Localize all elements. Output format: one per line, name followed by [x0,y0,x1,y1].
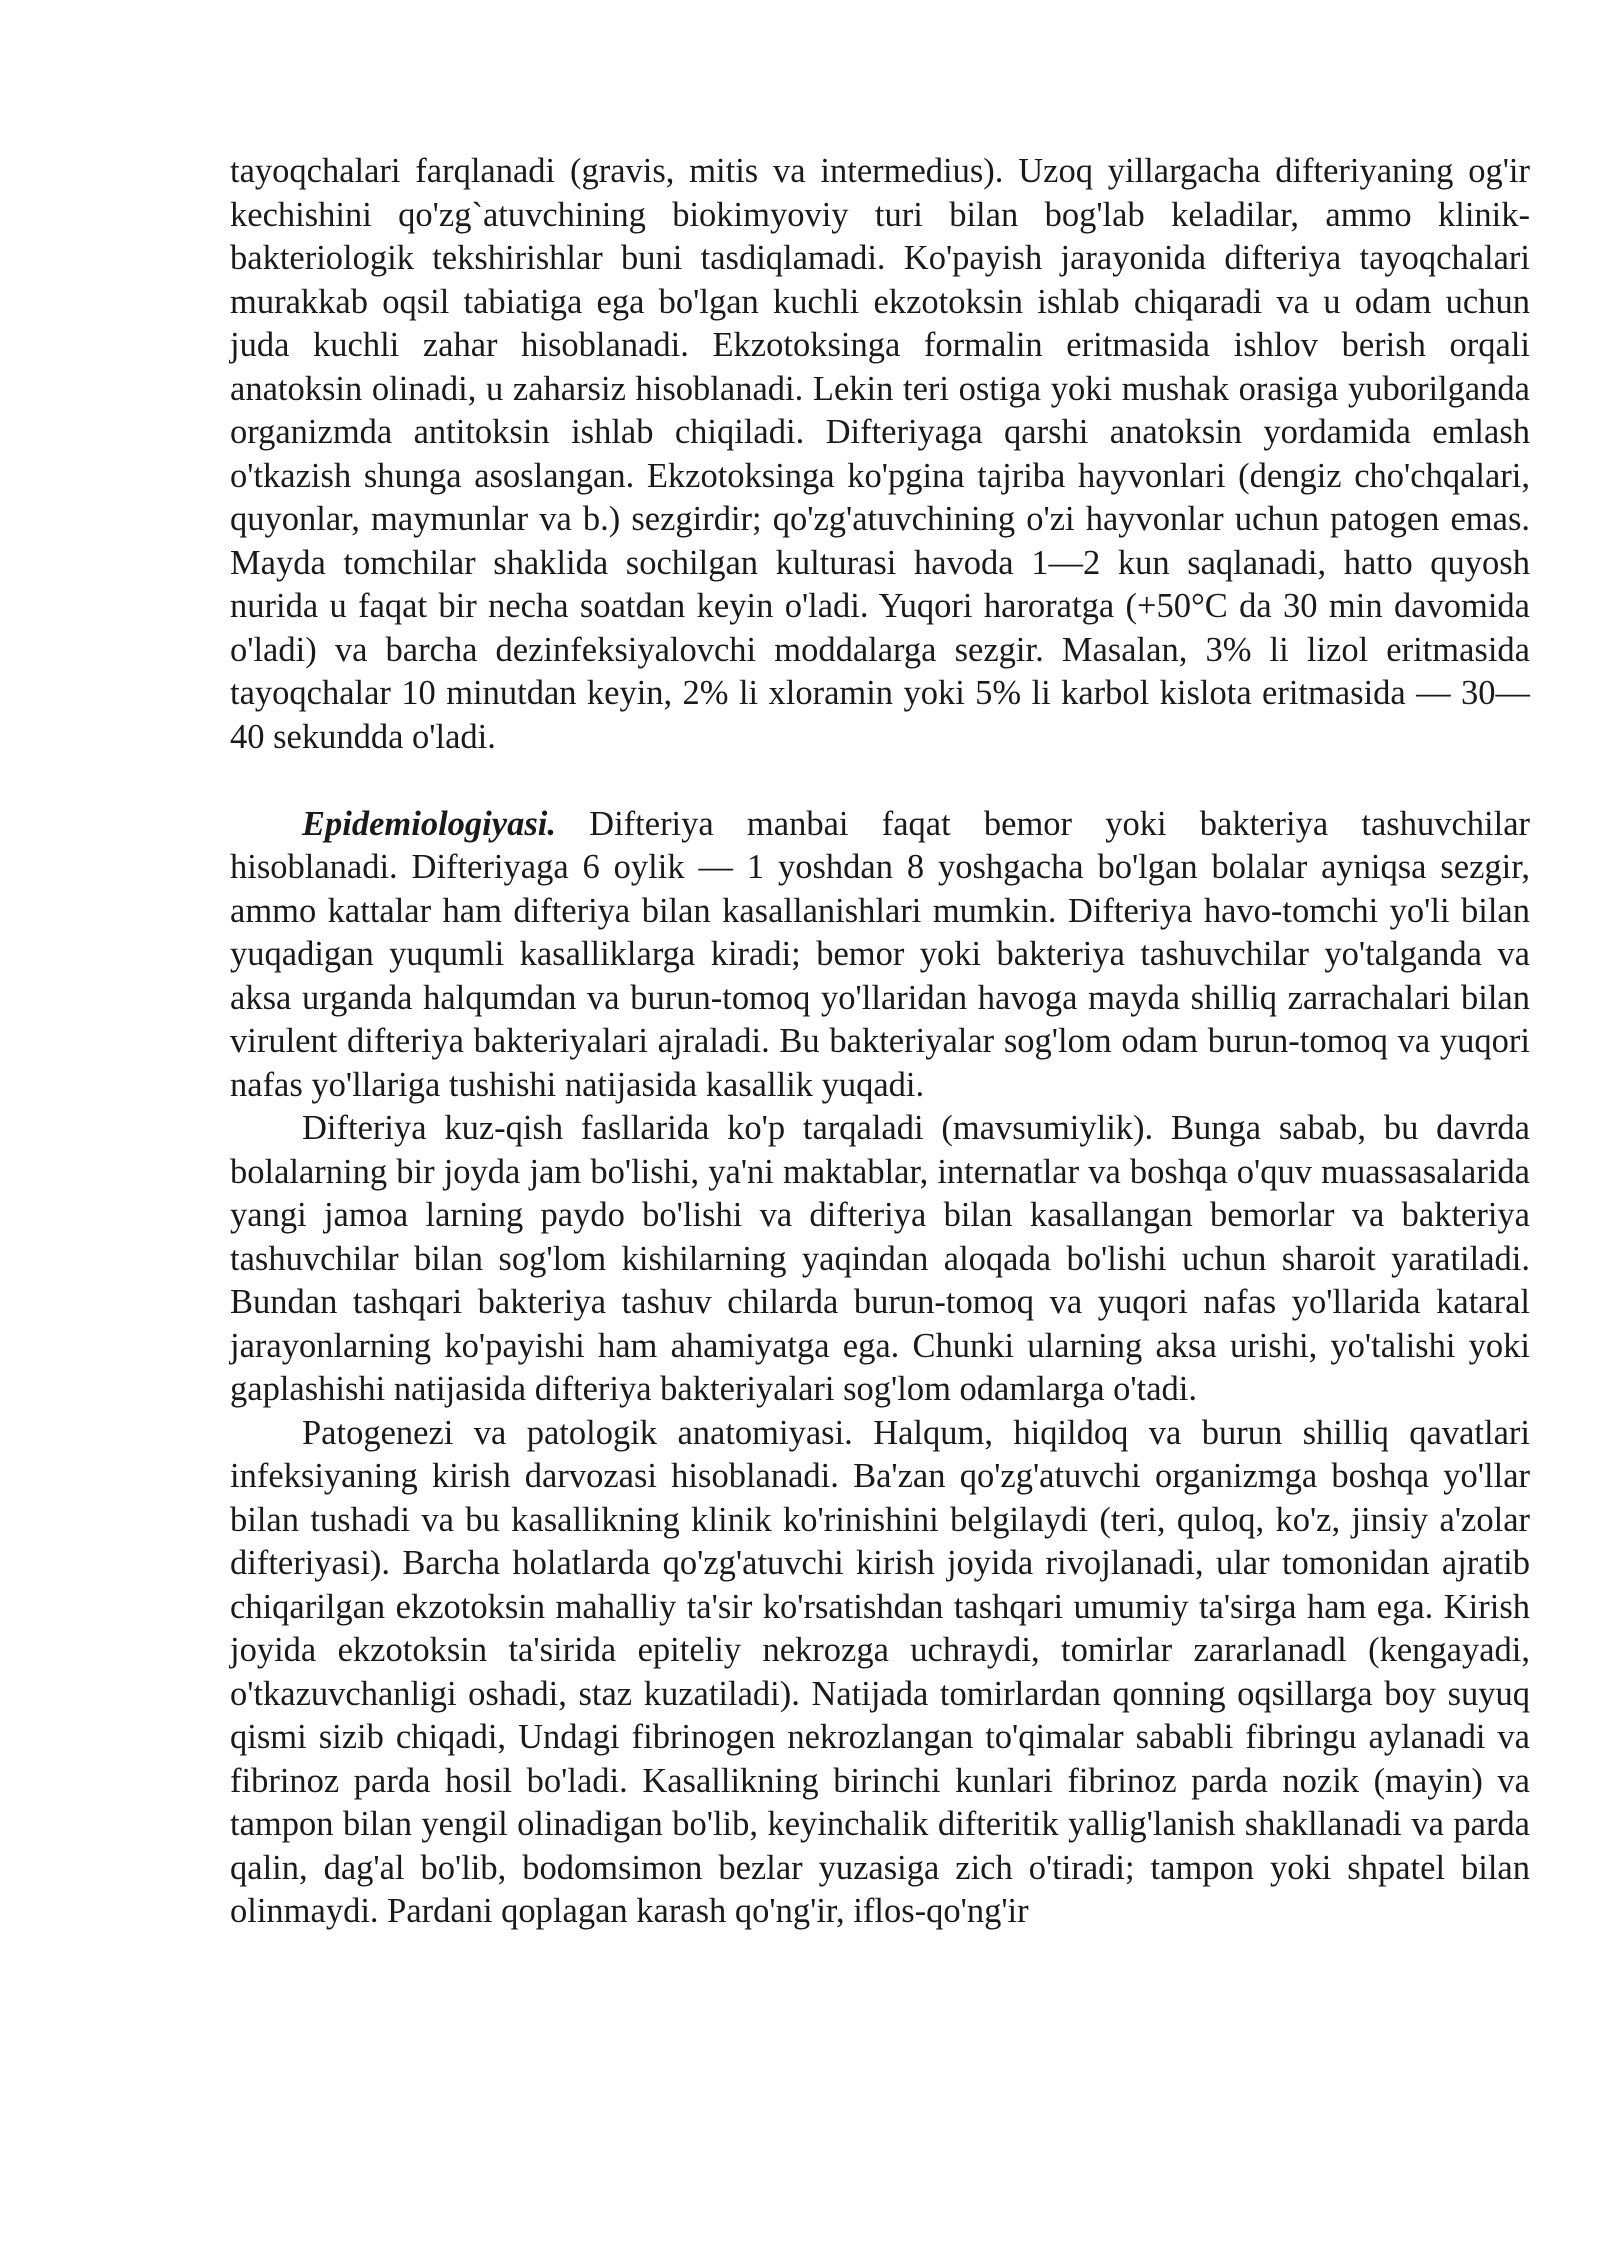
paragraph-pathogenesis: Patogenezi va patologik anatomiyasi. Halqum, hiqildoq va burun shilliq qavatlari infeksiyaning kirish darvozasi hisoblanadi. Ba'zan qo'zg'atuvchi organizmga boshqa yo'llar bilan tushadi va bu kasallikning klinik ko'rinishini belgilaydi (teri, quloq, ko'z, jinsiy a'zolar difteriyasi). Barcha holatlarda qo'zg'atuvchi kirish joyida rivojlanadi, ular tomonidan ajratib chiqarilgan ekzotoksin mahalliy ta'sir ko'rsatishdan tashqari umumiy ta'sirga ham ega. Kirish joyida ekzotoksin ta'sirida epiteliy nekrozga uchraydi, tomirlar zararlanadl (kengayadi, o'tkazuvchanligi oshadi, staz kuzatiladi). Natijada tomirlardan qonning oqsillarga boy suyuq qismi sizib chiqadi, Undagi fibrinogen nekrozlangan to'qimalar sababli fibringu aylanadi va fibrinoz parda hosil bo'ladi. Kasallikning birinchi kunlari fibrinoz parda nozik (mayin) va tampon bilan yengil olinadigan bo'lib, keyinchalik difteritik yallig'lanish shakllanadi va parda qalin, dag'al bo'lib, bodomsimon bezlar yuzasiga zich o'tiradi; tampon yoki shpatel bilan olinmaydi. Pardani qoplagan karash qo'ng'ir, iflos-qo'ng'ir [230,1413,1530,1930]
document-page [230,150,1530,1934]
paragraph-seasonality: Difteriya kuz-qish fasllarida ko'p tarqaladi (mavsumiylik). Bunga sabab, bu davrda bolalarning bir joyda jam bo'lishi, ya'ni maktablar, internatlar va boshqa o'quv muassasalarida yangi jamoa larning paydo bo'lishi va difteriya bilan kasallangan bemorlar va bakteriya tashuvchilar bilan sog'lom kishilarning yaqindan aloqada bo'lishi uchun sharoit yaratiladi. Bundan tashqari bakteriya tashuv chilarda burun-tomoq va yuqori nafas yo'llarida kataral jarayonlarning ko'payishi ham ahamiyatga ega. Chunki ularning aksa urishi, yo'talishi yoki gaplashishi natijasida difteriya bakteriyalari sog'lom odamlarga o'tadi. [230,1109,1530,1408]
paragraph-epidemiology [230,803,1530,1108]
paragraph-pathogen-properties: tayoqchalari farqlanadi (gravis, mitis va intermedius). Uzoq yillargacha difteriyaning og'ir kechishini qo'zg`atuvchining biokimyoviy turi bilan bog'lab keladilar, ammo klinik-bakteriologik tekshirishlar buni tasdiqlamadi. Ko'payish jarayonida difteriya tayoqchalari murakkab oqsil tabiatiga ega bo'lgan kuchli ekzotoksin ishlab chiqaradi va u odam uchun juda kuchli zahar hisoblanadi. Ekzotoksinga formalin eritmasida ishlov berish orqali anatoksin olinadi, u zaharsiz hisoblanadi. Lekin teri ostiga yoki mushak orasiga yuborilganda organizmda antitoksin ishlab chiqiladi. Difteriyaga qarshi anatoksin yordamida emlash o'tkazish shunga asoslangan. Ekzotoksinga ko'pgina tajriba hayvonlari (dengiz cho'chqalari, quyonlar, maymunlar va b.) sezgirdir; qo'zg'atuvchining o'zi hayvonlar uchun patogen emas. Mayda tomchilar shaklida sochilgan kulturasi havoda 1—2 kun saqlanadi, hatto quyosh nurida u faqat bir necha soatdan keyin o'ladi. Yuqori haroratga (+50°C da 30 min davomida o'ladi) va barcha dezinfeksiyalovchi moddalarga sezgir. Masalan, 3% li lizol eritmasida tayoqchalar 10 minutdan keyin, 2% li xloramin yoki 5% li karbol kislota eritmasida — 30—40 sekundda o'ladi. [230,152,1530,756]
section-heading-epidemiology: Epidemiologiyasi. [302,804,556,843]
paragraph-epidemiology-text: Difteriya manbai faqat bemor yoki bakteriya tashuvchilar hisoblanadi. Difteriyaga 6 oylik — 1 yoshdan 8 yoshgacha bo'lgan bolalar ayniqsa sezgir, ammo kattalar ham difteriya bilan kasallanishlari mumkin. Difteriya havo-tomchi yo'li bilan yuqadigan yuqumli kasalliklarga kiradi; bemor yoki bakteriya tashuvchilar yo'talganda va aksa urganda halqumdan va burun-tomoq yo'llaridan havoga mayda shilliq zarrachalari bilan virulent difteriya bakteriyalari ajraladi. Bu bakteriyalar sog'lom odam burun-tomoq va yuqori nafas yo'llariga tushishi natijasida kasallik yuqadi. [230,804,1530,1104]
